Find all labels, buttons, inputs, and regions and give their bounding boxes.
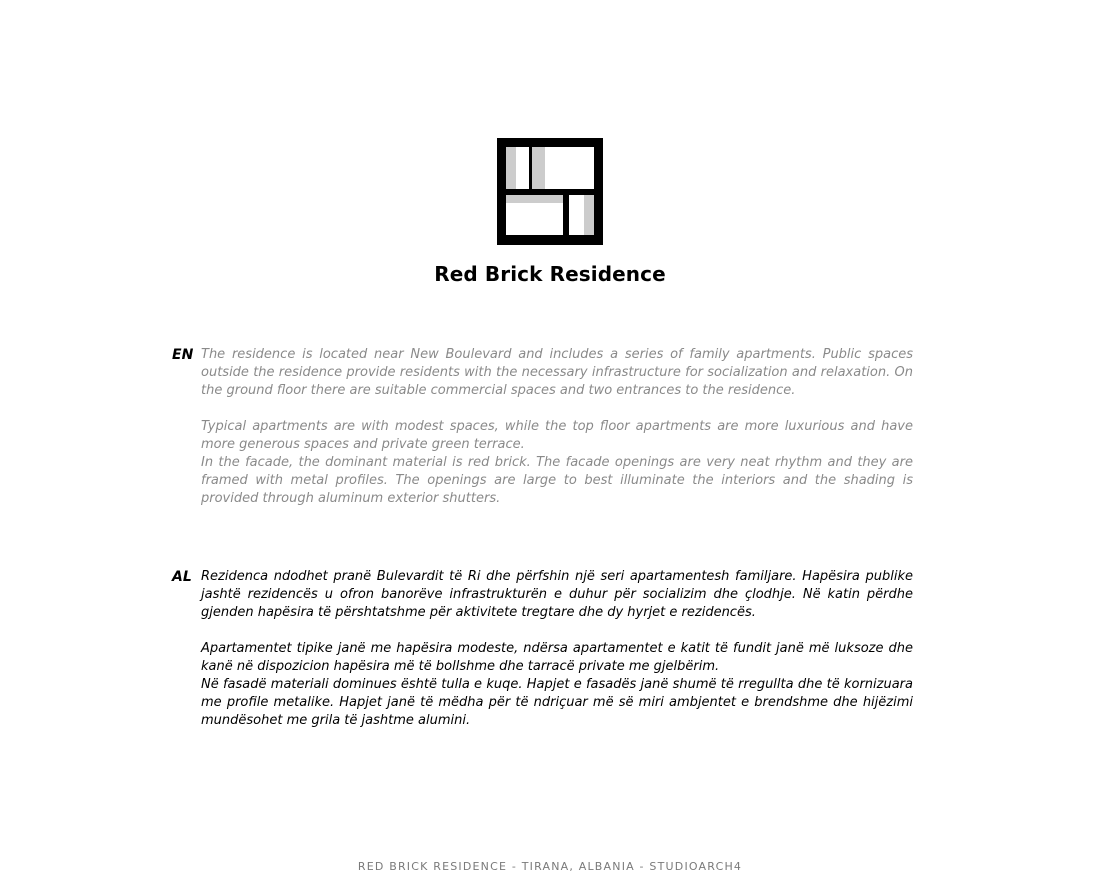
footer-caption: RED BRICK RESIDENCE - TIRANA, ALBANIA - STUDIOARCH4 — [357, 860, 743, 873]
al-paragraph-1: Rezidenca ndodhet pranë Bulevardit të Ri dhe përfshin një seri apartamentesh familjare. Hapësira publike jashtë rezidencës u ofron banorëve infrastrukturën e duhur për socializim dhe çlodhje. Në katin përdhe gjenden hapësira të përshtatshme për aktivitete tregtare dhe dy hyrjet e rezidencës. — [201, 569, 913, 620]
page-title: Red Brick Residence — [434, 262, 666, 286]
language-code-al: AL — [172, 569, 192, 585]
language-code-en: EN — [172, 347, 194, 363]
en-paragraph-3: In the facade, the dominant material is red brick. The facade openings are very neat rhythm and they are framed with metal profiles. The openings are large to best illuminate the interiors and the shading is provided through aluminum exterior shutters. — [201, 455, 913, 506]
residence-logo-icon — [497, 138, 603, 245]
al-paragraph-3: Në fasadë materiali dominues është tulla e kuqe. Hapjet e fasadës janë shumë të rregullta dhe të kornizuara me profile metalike. Hapjet janë të mëdha për të ndriçuar më së miri ambjentet e brendshme dhe hijëzimi mundësohet me grila të jashtme alumini. — [201, 677, 913, 728]
en-paragraph-1: The residence is located near New Boulevard and includes a series of family apartments. Public spaces outside the residence provide residents with the necessary infrastructure for socialization and relaxation. On the ground floor there are suitable commercial spaces and two entrances to the residence. — [201, 347, 913, 398]
en-paragraph-2: Typical apartments are with modest spaces, while the top floor apartments are more luxurious and have more generous spaces and private green terrace. — [201, 419, 913, 452]
al-paragraph-2: Apartamentet tipike janë me hapësira modeste, ndërsa apartamentet e katit të fundit janë më luksoze dhe kanë në dispozicion hapësira më të bollshme dhe tarracë private me gjelbërim. — [201, 641, 913, 674]
